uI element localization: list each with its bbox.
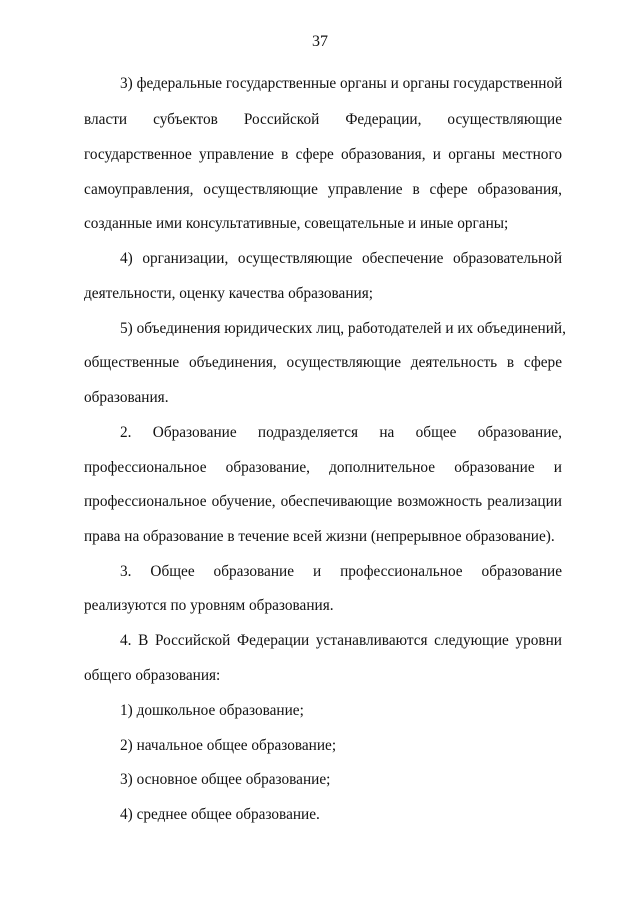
text-line: 2. Образование подразделяется на общее образование, xyxy=(120,424,562,441)
text-line: 5) объединения юридических лиц, работодателей и их объединений, xyxy=(120,320,566,337)
text-line: 3) федеральные государственные органы и органы государственной xyxy=(120,75,563,92)
text-line: созданные ими консультативные, совещательные и иные органы; xyxy=(84,215,509,232)
text-line: власти субъектов Российской Федерации, осуществляющие xyxy=(84,111,562,128)
text-line: образования. xyxy=(84,389,169,406)
text-line: 3. Общее образование и профессиональное образование xyxy=(120,563,562,580)
text-line: 3) основное общее образование; xyxy=(120,771,331,788)
text-line: 1) дошкольное образование; xyxy=(120,702,304,719)
text-line: права на образование в течение всей жизни (непрерывное образование). xyxy=(84,528,555,545)
text-line: 2) начальное общее образование; xyxy=(120,737,337,754)
text-line: 4. В Российской Федерации устанавливаются следующие уровни xyxy=(120,632,562,649)
text-line: самоуправления, осуществляющие управление в сфере образования, xyxy=(84,181,562,198)
text-line: реализуются по уровням образования. xyxy=(84,597,334,614)
page-number: 37 xyxy=(312,33,328,50)
text-line: общественные объединения, осуществляющие деятельность в сфере xyxy=(84,354,562,371)
text-line: 4) среднее общее образование. xyxy=(120,806,320,823)
text-line: 4) организации, осуществляющие обеспечение образовательной xyxy=(120,250,562,267)
text-line: профессиональное образование, дополнительное образование и xyxy=(84,459,562,476)
text-line: деятельности, оценку качества образования; xyxy=(84,285,374,302)
text-line: общего образования: xyxy=(84,667,221,684)
text-line: профессиональное обучение, обеспечивающие возможность реализации xyxy=(84,493,562,510)
text-line: государственное управление в сфере образования, и органы местного xyxy=(84,146,562,163)
